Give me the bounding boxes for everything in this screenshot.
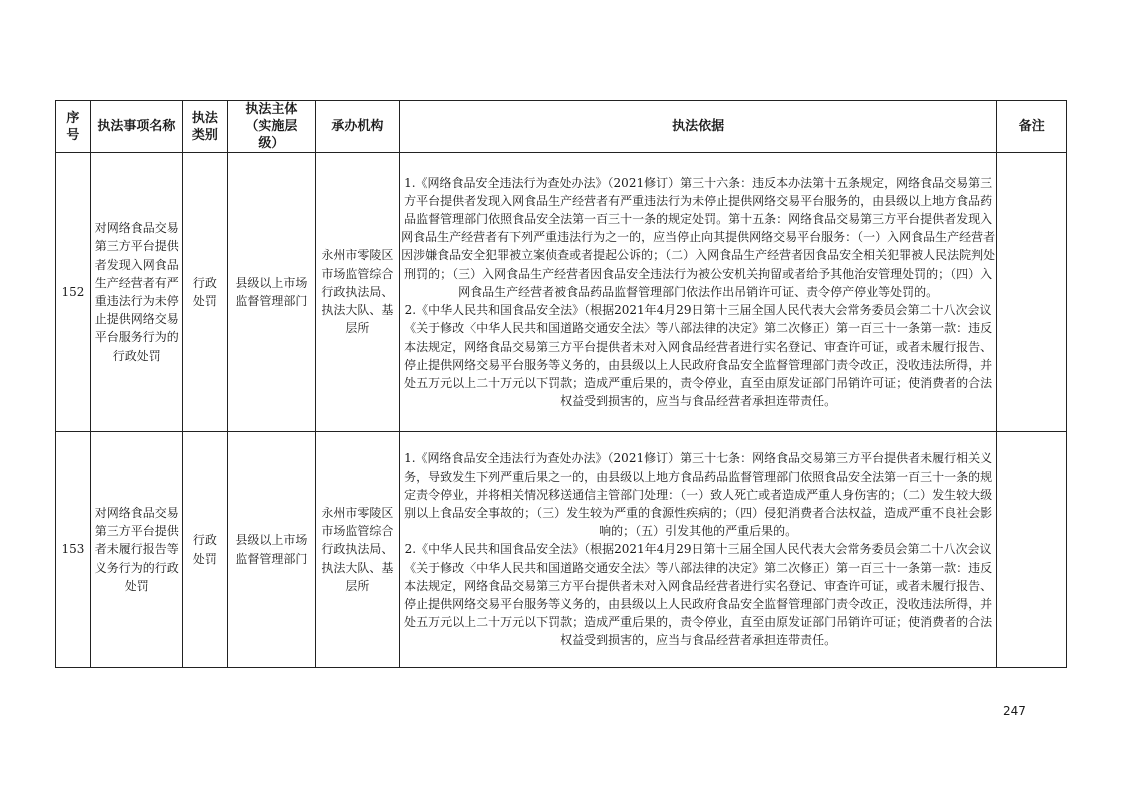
cell-org: 永州市零陵区市场监管综合行政执法局、执法大队、基层所 xyxy=(315,432,399,668)
cell-subject: 县级以上市场监督管理部门 xyxy=(227,153,315,432)
header-basis: 执法依据 xyxy=(399,101,997,153)
basis-paragraph: 1.《网络食品安全违法行为查处办法》（2021修订）第三十七条：网络食品交易第三方平台提供者未履行相关义务，导致发生下列严重后果之一的，由县级以上地方食品药品监督管理部门依照食品安全法第一百三十一条的规定责令停业，并将相关情况移送通信主管部门处理：（一）致人死亡或者造成严重人身伤害的；（二）发生较大级别以上食品安全事故的；（三）发生较为严重的食源性疾病的；（四）侵犯消费者合法权益，造成严重不良社会影响的；（五）引发其他的严重后果的。 xyxy=(404,451,993,539)
cell-category: 行政处罚 xyxy=(182,432,227,668)
header-category: 执法类别 xyxy=(182,101,227,153)
header-subject: 执法主体（实施层级） xyxy=(227,101,315,153)
basis-paragraph: 2.《中华人民共和国食品安全法》（根据2021年4月29日第十三届全国人民代表大会常务委员会第二十八次会议《关于修改〈中华人民共和国道路交通安全法〉等八部法律的决定》第二次修正）第一百三十一条第一款：违反本法规定，网络食品交易第三方平台提供者未对入网食品经营者进行实名登记、审查许可证，或者未履行报告、停止提供网络交易平台服务等义务的，由县级以上人民政府食品安全监督管理部门责令改正，没收违法所得，并处五万元以上二十万元以下罚款；造成严重后果的，责令停业，直至由原发证部门吊销许可证；使消费者的合法权益受到损害的，应当与食品经营者承担连带责任。 xyxy=(404,303,993,409)
header-note: 备注 xyxy=(997,101,1067,153)
cell-org: 永州市零陵区市场监管综合行政执法局、执法大队、基层所 xyxy=(315,153,399,432)
cell-category: 行政处罚 xyxy=(182,153,227,432)
cell-basis xyxy=(399,153,997,432)
cell-no: 152 xyxy=(56,153,91,432)
cell-no: 153 xyxy=(56,432,91,668)
cell-subject: 县级以上市场监督管理部门 xyxy=(227,432,315,668)
table-row xyxy=(56,153,1067,432)
header-no: 序号 xyxy=(56,101,91,153)
header-org: 承办机构 xyxy=(315,101,399,153)
cell-note xyxy=(997,153,1067,432)
basis-paragraph: 1.《网络食品安全违法行为查处办法》（2021修订）第三十六条：违反本办法第十五条规定，网络食品交易第三方平台提供者发现入网食品生产经营者有严重违法行为未停止提供网络交易平台服务的，由县级以上地方食品药品监督管理部门依照食品安全法第一百三十一条的规定处罚。第十五条：网络食品交易第三方平台提供者发现入网食品生产经营者有下列严重违法行为之一的，应当停止向其提供网络交易平台服务：（一）入网食品生产经营者因涉嫌食品安全犯罪被立案侦查或者提起公诉的；（二）入网食品生产经营者因食品安全相关犯罪被人民法院判处刑罚的；（三）入网食品生产经营者因食品安全违法行为被公安机关拘留或者给予其他治安管理处罚的；（四）入网食品生产经营者被食品药品监督管理部门依法作出吊销许可证、责令停产停业等处罚的。 xyxy=(401,175,996,299)
page-number: 247 xyxy=(1003,704,1026,718)
cell-name: 对网络食品交易第三方平台提供者未履行报告等义务行为的行政处罚 xyxy=(90,432,182,668)
basis-paragraph: 2.《中华人民共和国食品安全法》（根据2021年4月29日第十三届全国人民代表大会常务委员会第二十八次会议《关于修改〈中华人民共和国道路交通安全法〉等八部法律的决定》第二次修正）第一百三十一条第一款：违反本法规定，网络食品交易第三方平台提供者未对入网食品经营者进行实名登记、审查许可证，或者未履行报告、停止提供网络交易平台服务等义务的，由县级以上人民政府食品安全监督管理部门责令改正，没收违法所得，并处五万元以上二十万元以下罚款；造成严重后果的，责令停业，直至由原发证部门吊销许可证；使消费者的合法权益受到损害的，应当与食品经营者承担连带责任。 xyxy=(404,542,993,648)
cell-basis xyxy=(399,432,997,668)
cell-note xyxy=(997,432,1067,668)
header-row xyxy=(56,101,1067,153)
table-row xyxy=(56,432,1067,668)
cell-name: 对网络食品交易第三方平台提供者发现入网食品生产经营者有严重违法行为未停止提供网络交易平台服务行为的行政处罚 xyxy=(90,153,182,432)
header-name: 执法事项名称 xyxy=(90,101,182,153)
law-table xyxy=(55,100,1067,668)
